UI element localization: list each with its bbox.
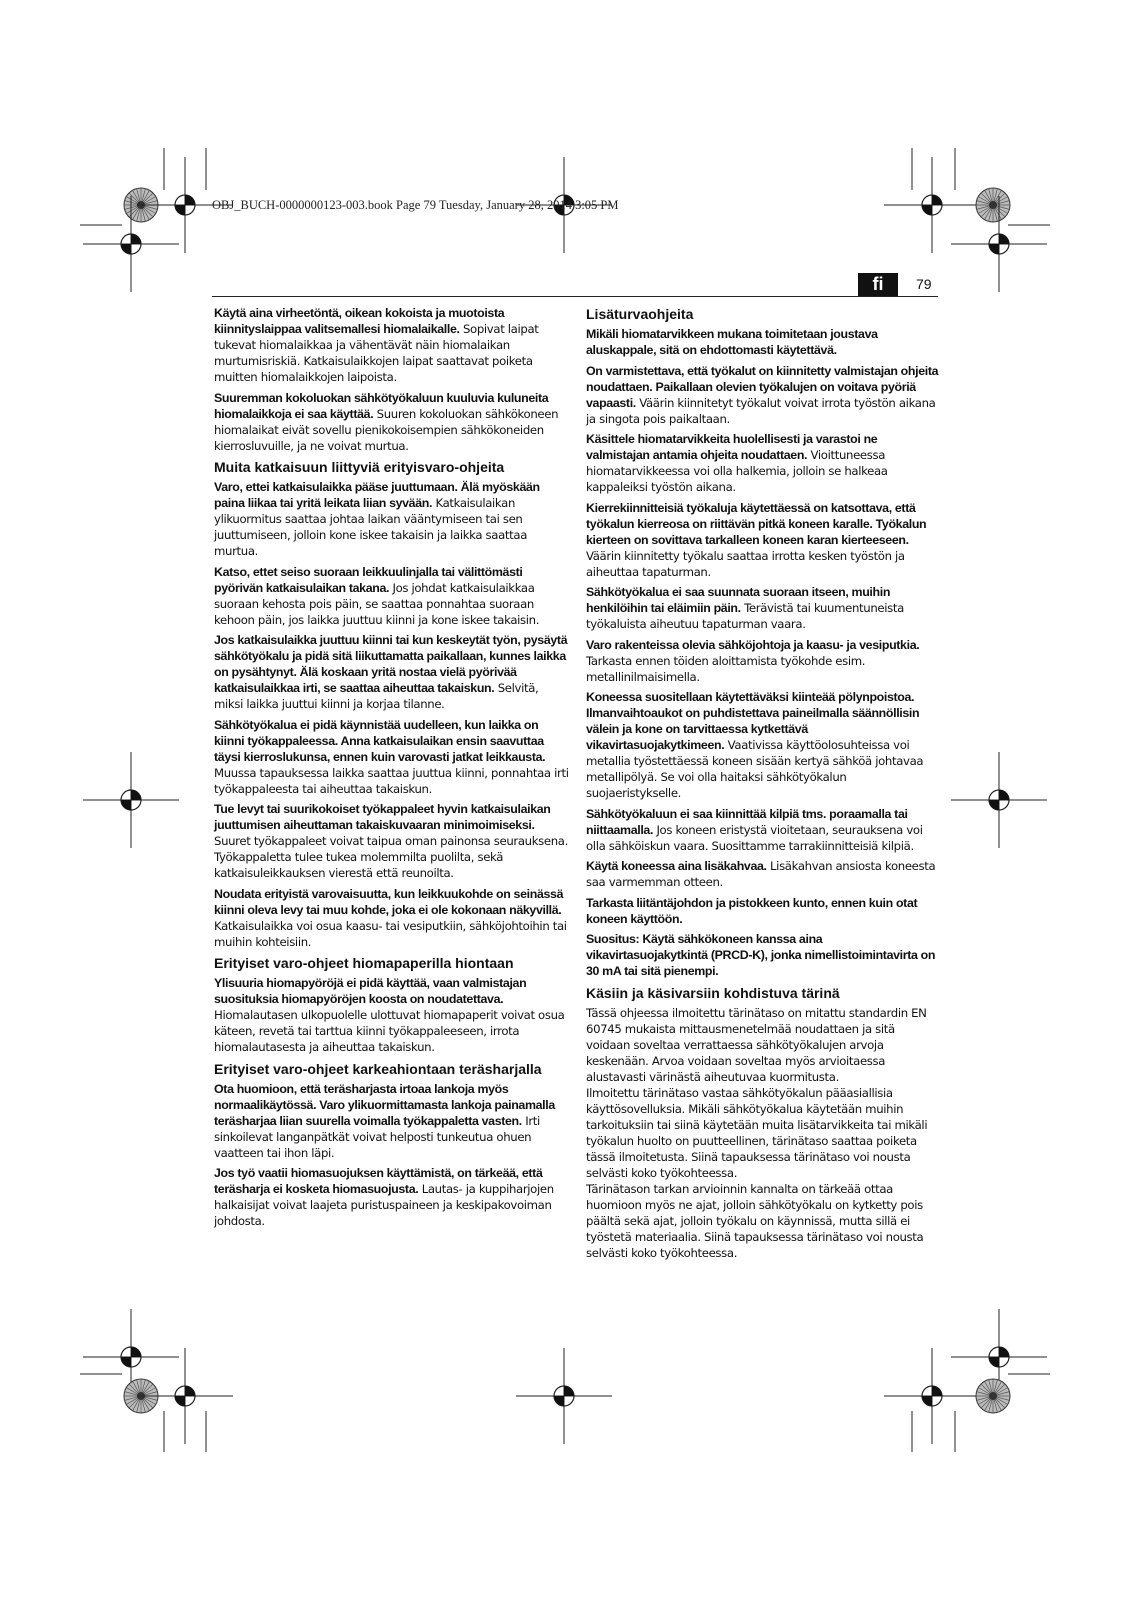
body-text: Suuret työkappaleet voivat taipua oman painonsa seurauksena. Työkappaletta tulee tukea molemmilta puolilta, sekä katkaisuleikkauksen vierestä että reunoilta.	[214, 834, 568, 880]
registration-target-bottom-right	[884, 1348, 980, 1444]
body-text: Selvitä, miksi laikka juuttui kiinni ja korjaa tilanne.	[214, 681, 539, 711]
body-text: Vioittuneessa hiomatarvikkeessa voi olla halkemia, jolloin se halkeaa kappaleiksi työstön aikana.	[586, 448, 888, 494]
paragraph	[214, 479, 569, 559]
bold-lead-text: Suuremman kokoluokan sähkötyökaluun kuuluvia kuluneita hiomalaikkoja ei saa käyttää.	[214, 390, 549, 421]
registration-target-bottom-center	[516, 1348, 612, 1444]
file-info-header: OBJ_BUCH-0000000123-003.book Page 79 Tuesday, January 28, 2014 3:05 PM	[212, 198, 619, 212]
page-number: 79	[916, 276, 932, 292]
paragraph	[586, 584, 941, 632]
bold-lead-text: On varmistettava, että työkalut on kiinnitetty valmistajan ohjeita noudattaen. Paikallaan olevien työkalujen on voitava pyöriä vapaasti.	[586, 363, 939, 410]
bold-lead-text: Käytä koneessa aina lisäkahvaa.	[586, 859, 767, 873]
paragraph	[586, 500, 941, 580]
bold-lead-text: Katso, ettet seiso suoraan leikkuulinjalla tai välittömästi pyörivän katkaisulaikan takana.	[214, 564, 523, 595]
body-text: Tärinätason tarkan arvioinnin kannalta on tärkeää ottaa huomioon myös ne ajat, jolloin sähkötyökalu on kytketty pois päältä sekä ajat, jolloin työkalu on käynnissä, mutta sillä ei työstetä materiaalia. Siinä tapauksessa tärinätaso voi nousta selvästi koko työkohteessa.	[586, 1181, 924, 1260]
bold-lead-text: Varo, ettei katkaisulaikka pääse juuttumaan. Älä myöskään paina liikaa tai yritä leikata liian syvään.	[214, 480, 540, 510]
section-heading: Erityiset varo-ohjeet hiomapaperilla hiontaan	[214, 955, 514, 971]
registration-target-right-upper	[951, 196, 1047, 292]
section-heading: Käsiin ja käsivarsiin kohdistuva tärinä	[586, 984, 840, 1001]
paragraph	[586, 1181, 941, 1261]
paragraph	[586, 858, 941, 890]
body-text: Irti sinkoilevat langanpätkät voivat helposti tunkeutua ohuen vaatteen tai ihon läpi.	[214, 1113, 540, 1160]
bold-lead-text: Koneessa suositellaan käytettäväksi kiinteää pölynpoistoa. Ilmanvaihtoaukot on puhdistettava paineilmalla säännöllisin välein ja kone on tarvittaessa kytkettävä vikavirtasuojakytkimeen.	[586, 690, 920, 752]
body-text: Tarkasta ennen töiden aloittamista työkohde esim. metallinilmaisimella.	[586, 653, 866, 684]
paragraph	[586, 431, 941, 495]
paragraph	[586, 363, 941, 427]
section-heading: Muita katkaisuun liittyviä erityisvaro-ohjeita	[214, 459, 505, 475]
body-text: Väärin kiinnitetty työkalu saattaa irrotta kesken työstön ja aiheuttaa tapaturman.	[586, 548, 905, 579]
paragraph	[586, 806, 941, 854]
registration-target-left-upper	[83, 196, 179, 292]
bold-lead-text: Mikäli hiomatarvikkeen mukana toimitetaan joustava aluskappale, sitä on ehdottomasti käytettävä.	[586, 327, 878, 357]
paragraph	[586, 637, 941, 685]
bold-lead-text: Käytä aina virheetöntä, oikean kokoista ja muotoista kiinnityslaippaa valitsemallesi hiomalaikalle.	[214, 306, 505, 336]
body-text: Sopivat laipat tukevat hiomalaikkaa ja vähentävät näin hiomalaikan murtumisriskiä. Katkaisulaikkojen laipat saattavat poiketa muitten hiomalaikkojen laipoista.	[214, 322, 539, 384]
paragraph	[586, 931, 941, 979]
bold-lead-text: Tue levyt tai suurikokoiset työkappaleet hyvin katkaisulaikan juuttumisen aiheuttaman takaiskuvaaran minimoimiseksi.	[214, 802, 551, 832]
registration-target-right-middle	[951, 752, 1047, 848]
bold-lead-text: Ylisuuria hiomapyöröjä ei pidä käyttää, vaan valmistajan suosituksia hiomapyöröjen koosta on noudatettava.	[214, 976, 527, 1006]
bold-lead-text: Suositus: Käytä sähkökoneen kanssa aina vikavirtasuojakytkintä (PRCD-K), jonka nimellistoimintavirta on 30 mA tai sitä pienempi.	[586, 932, 936, 978]
registration-starburst-bottom-right	[976, 1379, 1010, 1413]
paragraph	[214, 886, 569, 950]
paragraph	[214, 1165, 569, 1229]
body-text: Terävistä tai kuumentuneista työkaluista aiheutuu tapaturman vaara.	[586, 601, 904, 631]
section-heading: Erityiset varo-ohjeet karkeahiontaan teräsharjalla	[214, 1060, 542, 1077]
body-text: Lisäkahvan ansiosta koneesta saa varmemman otteen.	[586, 859, 936, 889]
paragraph	[214, 717, 569, 797]
bold-lead-text: Käsittele hiomatarvikkeita huolellisesti ja varastoi ne valmistajan antamia ohjeita noudattaen.	[586, 432, 878, 462]
paragraph	[214, 1081, 569, 1161]
bold-lead-text: Varo rakenteissa olevia sähköjohtoja ja kaasu- ja vesiputkia.	[586, 637, 920, 652]
paragraph	[214, 390, 569, 454]
registration-target-bottom-left	[137, 1348, 233, 1444]
paragraph	[586, 1085, 941, 1181]
section-heading: Lisäturvaohjeita	[586, 306, 694, 322]
paragraph	[214, 564, 569, 628]
body-text: Hiomalautasen ulkopuolelle ulottuvat hiomapaperit voivat osua käteen, revetä tai tarttua kiinni työkappaleeseen, irrota hiomalautasesta ja aiheuttaa takaiskun.	[214, 1008, 565, 1054]
body-text: Tässä ohjeessa ilmoitettu tärinätaso on mitattu standardin EN 60745 mukaista mittausmenetelmää noudattaen ja sitä voidaan soveltaa verrattaessa sähkötyökalujen arvoja keskenään. Arvoa voidaan soveltaa myös arvioitaessa alustavasti värinästä aiheutuvaa kuormitusta.	[586, 1005, 927, 1084]
body-text: Suuren kokoluokan sähkökoneen hiomalaikat eivät sovellu pienikokoisempien sähkökoneiden kierrosluvuille, ja ne voivat murtua.	[214, 406, 559, 453]
paragraph	[586, 1005, 941, 1085]
registration-target-top-right	[884, 157, 980, 253]
body-text: Väärin kiinnitetyt työkalut voivat irrota työstön aikana ja singota pois paikaltaan.	[586, 395, 936, 426]
paragraph	[586, 326, 941, 358]
registration-target-left-middle	[83, 752, 179, 848]
body-text: Katkaisulaikka voi osua kaasu- tai vesiputkiin, sähköjohtoihin tai muihin kohteisiin.	[214, 918, 567, 949]
paragraph	[214, 632, 569, 712]
bold-lead-text: Sähkötyökalua ei saa suunnata suoraan itseen, muihin henkilöihin tai eläimiin päin.	[586, 585, 891, 615]
body-text: Jos koneen eristystä vioitetaan, seurauksena voi olla sähköiskun vaara. Suosittamme tarrakiinnitteisiä kilpiä.	[586, 822, 923, 853]
bold-lead-text: Tarkasta liitäntäjohdon ja pistokkeen kunto, ennen kuin otat koneen käyttöön.	[586, 895, 918, 926]
body-text: Jos johdat katkaisulaikkaa suoraan kehosta pois päin, se saattaa ponnahtaa suoraan kehoon päin, jos laikka juuttuu kiinni ja kone iskee takaisin.	[214, 580, 540, 627]
language-tab: fi	[858, 273, 898, 296]
body-text: Muussa tapauksessa laikka saattaa juuttua kiinni, ponnahtaa irti työkappaleesta tai aiheuttaa takaiskun.	[214, 765, 569, 796]
paragraph	[586, 895, 941, 927]
bold-lead-text: Ota huomioon, että teräsharjasta irtoaa lankoja myös normaalikäytössä. Varo ylikuormittamasta lankoja painamalla teräsharjaa liian suurella voimalla työkappaletta vasten.	[214, 1081, 555, 1128]
bold-lead-text: Sähkötyökaluun ei saa kiinnittää kilpiä tms. poraamalla tai niittaamalla.	[586, 806, 908, 837]
bold-lead-text: Jos katkaisulaikka juuttuu kiinni tai kun keskeytät työn, pysäytä sähkötyökalu ja pidä sitä liikuttamatta paikallaan, kunnes laikka on pysähtynyt. Älä koskaan yritä nostaa vielä pyörivää katkaisulaikkaa irti, se saattaa aiheuttaa takaiskun.	[214, 633, 568, 695]
body-text: Vaativissa käyttöolosuhteissa voi metallia työstettäessä koneen sisään kertyä sähköä johtavaa metallipölyä. Se voi olla haitaksi sähkötyökalun suojaeristykselle.	[586, 738, 924, 800]
left-column	[214, 305, 569, 1234]
bold-lead-text: Sähkötyökalua ei pidä käynnistää uudelleen, kun laikka on kiinni työkappaleessa. Anna katkaisulaikan ensin saavuttaa täysi kierroslukunsa, ennen kuin varovasti jatkat leikkausta.	[214, 717, 546, 764]
bold-lead-text: Jos työ vaatii hiomasuojuksen käyttämistä, on tärkeää, että teräsharja ei kosketa hiomasuojusta.	[214, 1166, 543, 1196]
paragraph	[214, 305, 569, 385]
bold-lead-text: Noudata erityistä varovaisuutta, kun leikkuukohde on seinässä kiinni oleva levy tai muu kohde, joka ei ole kokonaan näkyvillä.	[214, 886, 564, 917]
right-column	[586, 305, 941, 1261]
registration-starburst-top-right	[976, 188, 1010, 222]
body-text: Ilmoitettu tärinätaso vastaa sähkötyökalun pääasiallisia käyttösovelluksia. Mikäli sähkötyökalua käytetään muihin tarkoituksiin tai siinä käytetään muita lisätarvikkeita tai mikäli työkalun huolto on puutteellinen, tärinätaso saattaa poiketa tässä ilmoitetusta. Siinä tapauksessa tärinätaso voi nousta selvästi koko työkohteessa.	[586, 1085, 928, 1180]
body-text: Lautas- ja kuppiharjojen halkaisijat voivat laajeta puristuspaineen ja keskipakovoiman johdosta.	[214, 1182, 554, 1228]
paragraph	[586, 689, 941, 801]
bold-lead-text: Kierrekiinnitteisiä työkaluja käytettäessä on katsottava, että työkalun kierreosa on riittävän pitkä koneen karalle. Työkalun kierteen on sovittava tarkalleen koneen karan kierteeseen.	[586, 500, 927, 547]
body-text: Katkaisulaikan ylikuormitus saattaa johtaa laikan vääntymiseen tai sen juuttumiseen, jolloin kone iskee takaisin ja laikka saattaa murtua.	[214, 496, 528, 558]
paragraph	[214, 801, 569, 881]
paragraph	[214, 975, 569, 1055]
header-rule	[212, 296, 938, 297]
